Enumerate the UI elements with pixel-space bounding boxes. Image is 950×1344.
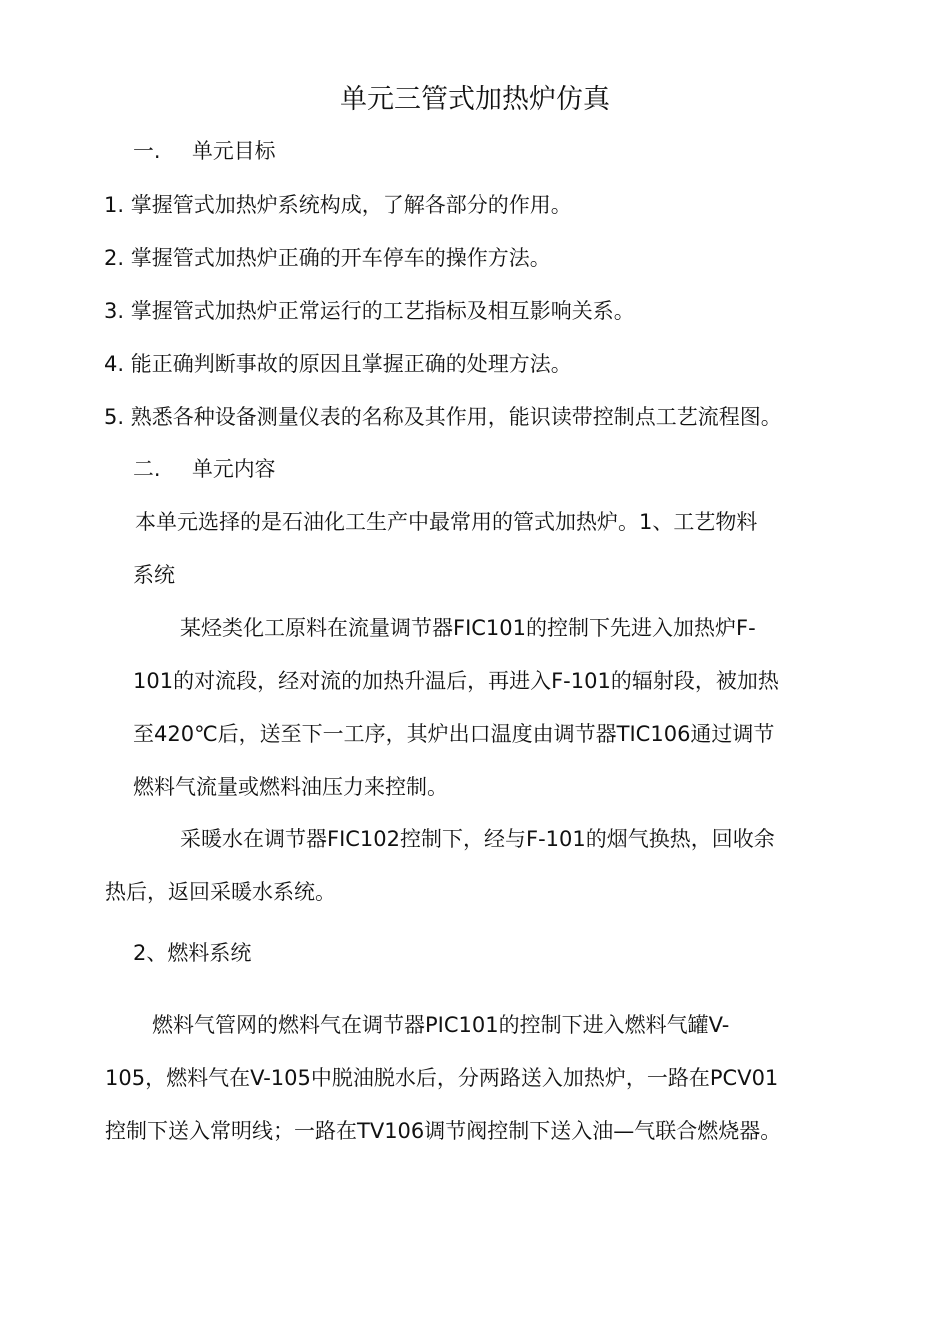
document-title: 单元三管式加热炉仿真 <box>340 84 610 115</box>
paragraph-line: 燃料气管网的燃料气在调节器PIC101的控制下进入燃料气罐V- <box>152 1013 730 1037</box>
section2-number: 二. <box>133 457 161 481</box>
list-item <box>104 349 572 379</box>
intro-line: 系统 <box>133 563 175 587</box>
paragraph-line: 控制下送入常明线；一路在TV106调节阀控制下送入油—气联合燃烧器。 <box>105 1119 782 1143</box>
paragraph-line: 燃料气流量或燃料油压力来控制。 <box>133 775 448 799</box>
sub-heading: 2、燃料系统 <box>133 941 252 965</box>
list-item-text: 能正确判断事故的原因且掌握正确的处理方法。 <box>130 352 572 376</box>
paragraph-line: 某烃类化工原料在流量调节器FIC101的控制下先进入加热炉F- <box>180 616 756 640</box>
list-item <box>104 296 635 326</box>
paragraph-line: 105，燃料气在V-105中脱油脱水后，分两路送入加热炉，一路在PCV01 <box>105 1066 779 1090</box>
list-item-text: 掌握管式加热炉正常运行的工艺指标及相互影响关系。 <box>130 299 635 323</box>
section1-title: 单元目标 <box>192 139 276 163</box>
list-item <box>104 402 782 432</box>
paragraph-line: 至420℃后，送至下一工序，其炉出口温度由调节器TIC106通过调节 <box>133 722 775 746</box>
paragraph-line: 热后，返回采暖水系统。 <box>105 880 336 904</box>
paragraph-line: 采暖水在调节器FIC102控制下，经与F-101的烟气换热，回收余 <box>180 827 775 851</box>
section1-number: 一. <box>133 139 161 163</box>
section2-title: 单元内容 <box>192 457 276 481</box>
list-item <box>104 243 551 273</box>
list-item-number: 1. <box>104 193 125 217</box>
list-item-number: 3. <box>104 299 125 323</box>
list-item-number: 2. <box>104 246 125 270</box>
list-item-number: 5. <box>104 405 125 429</box>
list-item-text: 掌握管式加热炉正确的开车停车的操作方法。 <box>130 246 551 270</box>
paragraph-line: 101的对流段，经对流的加热升温后，再进入F-101的辐射段，被加热 <box>133 669 779 693</box>
intro-line: 本单元选择的是石油化工生产中最常用的管式加热炉。1、工艺物料 <box>135 510 758 534</box>
list-item-text: 熟悉各种设备测量仪表的名称及其作用，能识读带控制点工艺流程图。 <box>130 405 782 429</box>
list-item-text: 掌握管式加热炉系统构成，了解各部分的作用。 <box>130 193 572 217</box>
list-item <box>104 190 572 220</box>
list-item-number: 4. <box>104 352 125 376</box>
